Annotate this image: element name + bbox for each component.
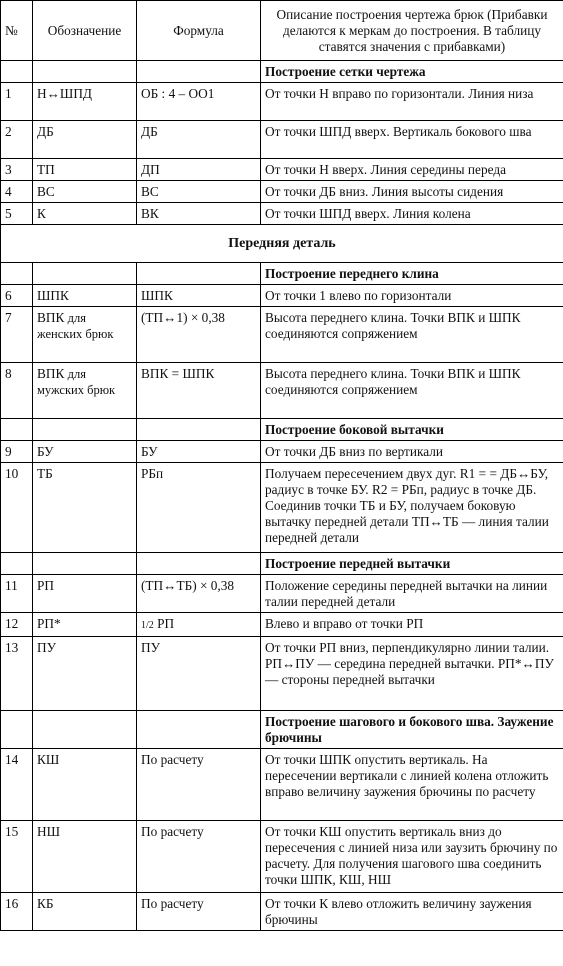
row-num: 4 bbox=[1, 181, 33, 203]
row-formula bbox=[137, 613, 261, 637]
designation-note: для мужских брюк bbox=[37, 367, 116, 397]
row-designation: К bbox=[33, 203, 137, 225]
row-num: 3 bbox=[1, 159, 33, 181]
row-formula: (ТП↔ТБ) × 0,38 bbox=[137, 575, 261, 613]
section-title-main: Передняя деталь bbox=[1, 225, 563, 263]
row-designation: РП bbox=[33, 575, 137, 613]
row-designation: КБ bbox=[33, 893, 137, 931]
table-row bbox=[1, 203, 563, 225]
row-formula: РБп bbox=[137, 463, 261, 553]
row-num: 12 bbox=[1, 613, 33, 637]
row-formula: По расчету bbox=[137, 749, 261, 821]
row-formula: ПУ bbox=[137, 637, 261, 711]
table-row bbox=[1, 181, 563, 203]
section-row bbox=[1, 553, 563, 575]
row-description: От точки ШПК опустить вертикаль. На пересечении вертикали с линией колена отложить вправо величину заужения брючины по расчету bbox=[261, 749, 563, 821]
section-title: Построение передней вытачки bbox=[261, 553, 563, 575]
row-description: Высота переднего клина. Точки ВПК и ШПК соединяются сопряжением bbox=[261, 307, 563, 363]
row-description: Высота переднего клина. Точки ВПК и ШПК соединяются сопряжением bbox=[261, 363, 563, 419]
table-row bbox=[1, 441, 563, 463]
row-designation: БУ bbox=[33, 441, 137, 463]
row-formula: ВС bbox=[137, 181, 261, 203]
row-description: От точки К влево отложить величину заужения брючины bbox=[261, 893, 563, 931]
row-num: 9 bbox=[1, 441, 33, 463]
table-row bbox=[1, 749, 563, 821]
row-num: 14 bbox=[1, 749, 33, 821]
section-row bbox=[1, 61, 563, 83]
row-num: 13 bbox=[1, 637, 33, 711]
row-designation bbox=[33, 363, 137, 419]
section-row bbox=[1, 711, 563, 749]
row-designation bbox=[33, 307, 137, 363]
row-description: Влево и вправо от точки РП bbox=[261, 613, 563, 637]
row-num: 7 bbox=[1, 307, 33, 363]
table-row bbox=[1, 83, 563, 121]
section-row bbox=[1, 263, 563, 285]
row-designation: ШПК bbox=[33, 285, 137, 307]
formula-fraction: 1/2 bbox=[141, 620, 154, 631]
row-formula: По расчету bbox=[137, 893, 261, 931]
table-row bbox=[1, 463, 563, 553]
row-description: От точки ШПД вверх. Линия колена bbox=[261, 203, 563, 225]
designation-code: ВПК bbox=[37, 310, 65, 325]
row-description: От точки ШПД вверх. Вертикаль бокового шва bbox=[261, 121, 563, 159]
row-num: 5 bbox=[1, 203, 33, 225]
row-num: 6 bbox=[1, 285, 33, 307]
section-title: Построение боковой вытачки bbox=[261, 419, 563, 441]
row-formula: ДБ bbox=[137, 121, 261, 159]
row-designation: ДБ bbox=[33, 121, 137, 159]
table-row bbox=[1, 159, 563, 181]
row-num: 1 bbox=[1, 83, 33, 121]
section-title: Построение переднего клина bbox=[261, 263, 563, 285]
row-description: От точки РП вниз, перпендикулярно линии талии. РП↔ПУ — середина передней вытачки. РП*↔ПУ — стороны передней вытачки bbox=[261, 637, 563, 711]
row-formula: ДП bbox=[137, 159, 261, 181]
header-designation: Обозначение bbox=[33, 1, 137, 61]
table-row bbox=[1, 575, 563, 613]
row-num: 10 bbox=[1, 463, 33, 553]
row-designation: Н↔ШПД bbox=[33, 83, 137, 121]
table-row bbox=[1, 821, 563, 893]
section-row bbox=[1, 225, 563, 263]
row-designation: КШ bbox=[33, 749, 137, 821]
row-num: 11 bbox=[1, 575, 33, 613]
header-num: № bbox=[1, 1, 33, 61]
row-formula: ВПК = ШПК bbox=[137, 363, 261, 419]
section-title: Построение шагового и бокового шва. Заужение брючины bbox=[261, 711, 563, 749]
designation-note: для женских брюк bbox=[37, 311, 114, 341]
row-formula: По расчету bbox=[137, 821, 261, 893]
row-description: Получаем пересечением двух дуг. R1 = = ДБ↔БУ, радиус в точке БУ. R2 = РБп, радиус в точке ДБ. Соединив точки ТБ и БУ, получаем боковую вытачку передней детали ТП↔ТБ — линия талии передней детали bbox=[261, 463, 563, 553]
row-num: 15 bbox=[1, 821, 33, 893]
row-description: Положение середины передней вытачки на линии талии передней детали bbox=[261, 575, 563, 613]
row-description: От точки КШ опустить вертикаль вниз до пересечения с линией низа или заузить брючину по расчету. Для получения шагового шва соединить точки ШПК, КШ, НШ bbox=[261, 821, 563, 893]
row-designation: НШ bbox=[33, 821, 137, 893]
section-row bbox=[1, 419, 563, 441]
row-description: От точки Н вправо по горизонтали. Линия низа bbox=[261, 83, 563, 121]
header-description: Описание построения чертежа брюк (Прибавки делаются к меркам до построения. В таблицу ставятся значения с прибавками) bbox=[261, 1, 563, 61]
row-description: От точки Н вверх. Линия середины переда bbox=[261, 159, 563, 181]
row-designation: РП* bbox=[33, 613, 137, 637]
row-description: От точки ДБ вниз. Линия высоты сидения bbox=[261, 181, 563, 203]
table-row bbox=[1, 637, 563, 711]
row-formula: ШПК bbox=[137, 285, 261, 307]
table-row bbox=[1, 363, 563, 419]
row-formula: (ТП↔1) × 0,38 bbox=[137, 307, 261, 363]
table-row bbox=[1, 307, 563, 363]
row-formula: ОБ : 4 – ОО1 bbox=[137, 83, 261, 121]
header-formula: Формула bbox=[137, 1, 261, 61]
row-formula: БУ bbox=[137, 441, 261, 463]
table-row bbox=[1, 613, 563, 637]
row-num: 16 bbox=[1, 893, 33, 931]
table-row bbox=[1, 121, 563, 159]
table-row bbox=[1, 285, 563, 307]
row-designation: ТП bbox=[33, 159, 137, 181]
formula-term: РП bbox=[157, 616, 175, 631]
row-description: От точки 1 влево по горизонтали bbox=[261, 285, 563, 307]
row-num: 2 bbox=[1, 121, 33, 159]
section-title: Построение сетки чертежа bbox=[261, 61, 563, 83]
row-description: От точки ДБ вниз по вертикали bbox=[261, 441, 563, 463]
row-designation: ТБ bbox=[33, 463, 137, 553]
row-formula: ВК bbox=[137, 203, 261, 225]
table-row bbox=[1, 893, 563, 931]
designation-code: ВПК bbox=[37, 366, 65, 381]
row-designation: ПУ bbox=[33, 637, 137, 711]
row-designation: ВС bbox=[33, 181, 137, 203]
table-header bbox=[1, 1, 563, 61]
row-num: 8 bbox=[1, 363, 33, 419]
